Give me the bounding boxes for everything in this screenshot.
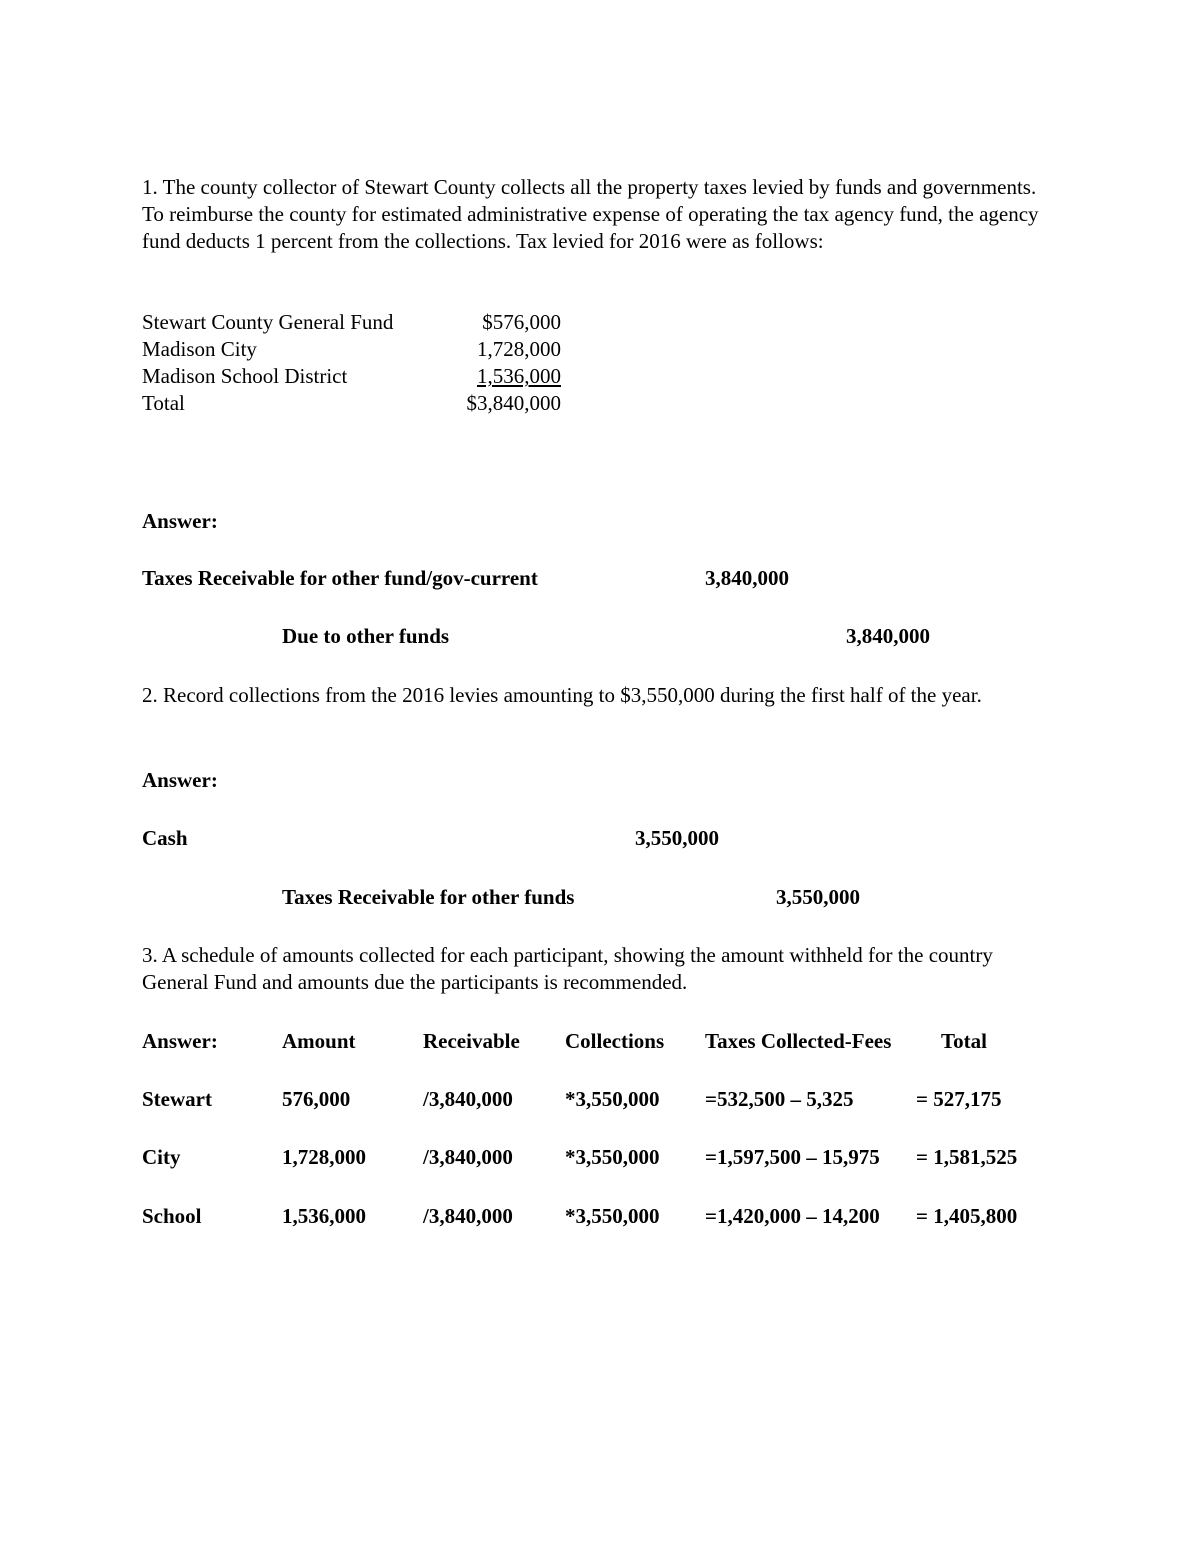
question-2-text: 2. Record collections from the 2016 levies amounting to $3,550,000 during the first half of the year. [142,683,982,707]
schedule-row-stewart-name: Stewart [142,1087,212,1111]
levy-label-school-district: Madison School District [142,364,348,388]
answer-1-credit-account: Due to other funds [282,624,450,648]
question-3-text: 3. A schedule of amounts collected for each participant, showing the amount withheld for the country General Fund and amounts due the participants is recommended. [142,943,993,994]
question-2 [142,682,1062,709]
schedule-header-total: Total [941,1029,987,1053]
schedule-header-amount: Amount [282,1029,356,1053]
schedule-row-city-receivable: /3,840,000 [423,1145,513,1169]
schedule-row-stewart-receivable: /3,840,000 [423,1087,513,1111]
schedule-row-city-total: = 1,581,525 [916,1145,1018,1169]
answer-2-label: Answer: [142,768,218,792]
levy-amount-total: $3,840,000 [466,391,561,415]
schedule-header-receivable: Receivable [423,1029,520,1053]
schedule-header-collections: Collections [565,1029,665,1053]
answer-2-debit-amount: 3,550,000 [635,826,719,850]
levy-amount-madison-city: 1,728,000 [477,337,561,361]
answer-1-label: Answer: [142,509,218,533]
schedule-row-stewart-total: = 527,175 [916,1087,1002,1111]
answer-2-credit-account: Taxes Receivable for other funds [282,885,575,909]
schedule-row-school-taxes-fees: =1,420,000 – 14,200 [705,1204,880,1228]
answer-1-debit-amount: 3,840,000 [705,566,789,590]
schedule-header-taxes-collected-fees: Taxes Collected-Fees [705,1029,892,1053]
levy-amount-school-district-value: 1,536,000 [477,364,561,388]
levy-label-madison-city: Madison City [142,337,257,361]
schedule-row-school-collections: *3,550,000 [565,1204,660,1228]
question-1-text: 1. The county collector of Stewart County collects all the property taxes levied by funds and governments. To reimburse the county for estimated administrative expense of operating the tax agency fund, the agency fund deducts 1 percent from the collections. Tax levied for 2016 were as follows: [142,175,1039,253]
schedule-row-stewart-collections: *3,550,000 [565,1087,660,1111]
answer-2-credit-amount: 3,550,000 [776,885,860,909]
schedule-row-stewart-taxes-fees: =532,500 – 5,325 [705,1087,854,1111]
schedule-header-answer: Answer: [142,1029,218,1053]
answer-2-debit-account: Cash [142,826,188,850]
answer-1-debit-account: Taxes Receivable for other fund/gov-current [142,566,538,590]
schedule-row-city-taxes-fees: =1,597,500 – 15,975 [705,1145,880,1169]
levy-label-total: Total [142,391,185,415]
schedule-row-school-amount: 1,536,000 [282,1204,366,1228]
schedule-row-city-amount: 1,728,000 [282,1145,366,1169]
schedule-row-city-collections: *3,550,000 [565,1145,660,1169]
schedule-row-stewart-amount: 576,000 [282,1087,351,1111]
question-1 [142,174,1062,255]
schedule-row-school-receivable: /3,840,000 [423,1204,513,1228]
levy-amount-general-fund: $576,000 [482,310,561,334]
question-3 [142,942,1062,996]
schedule-row-school-name: School [142,1204,202,1228]
levy-label-general-fund: Stewart County General Fund [142,310,394,334]
schedule-row-city-name: City [142,1145,181,1169]
levy-amount-school-district [441,363,561,390]
answer-1-credit-amount: 3,840,000 [846,624,930,648]
schedule-row-school-total: = 1,405,800 [916,1204,1018,1228]
